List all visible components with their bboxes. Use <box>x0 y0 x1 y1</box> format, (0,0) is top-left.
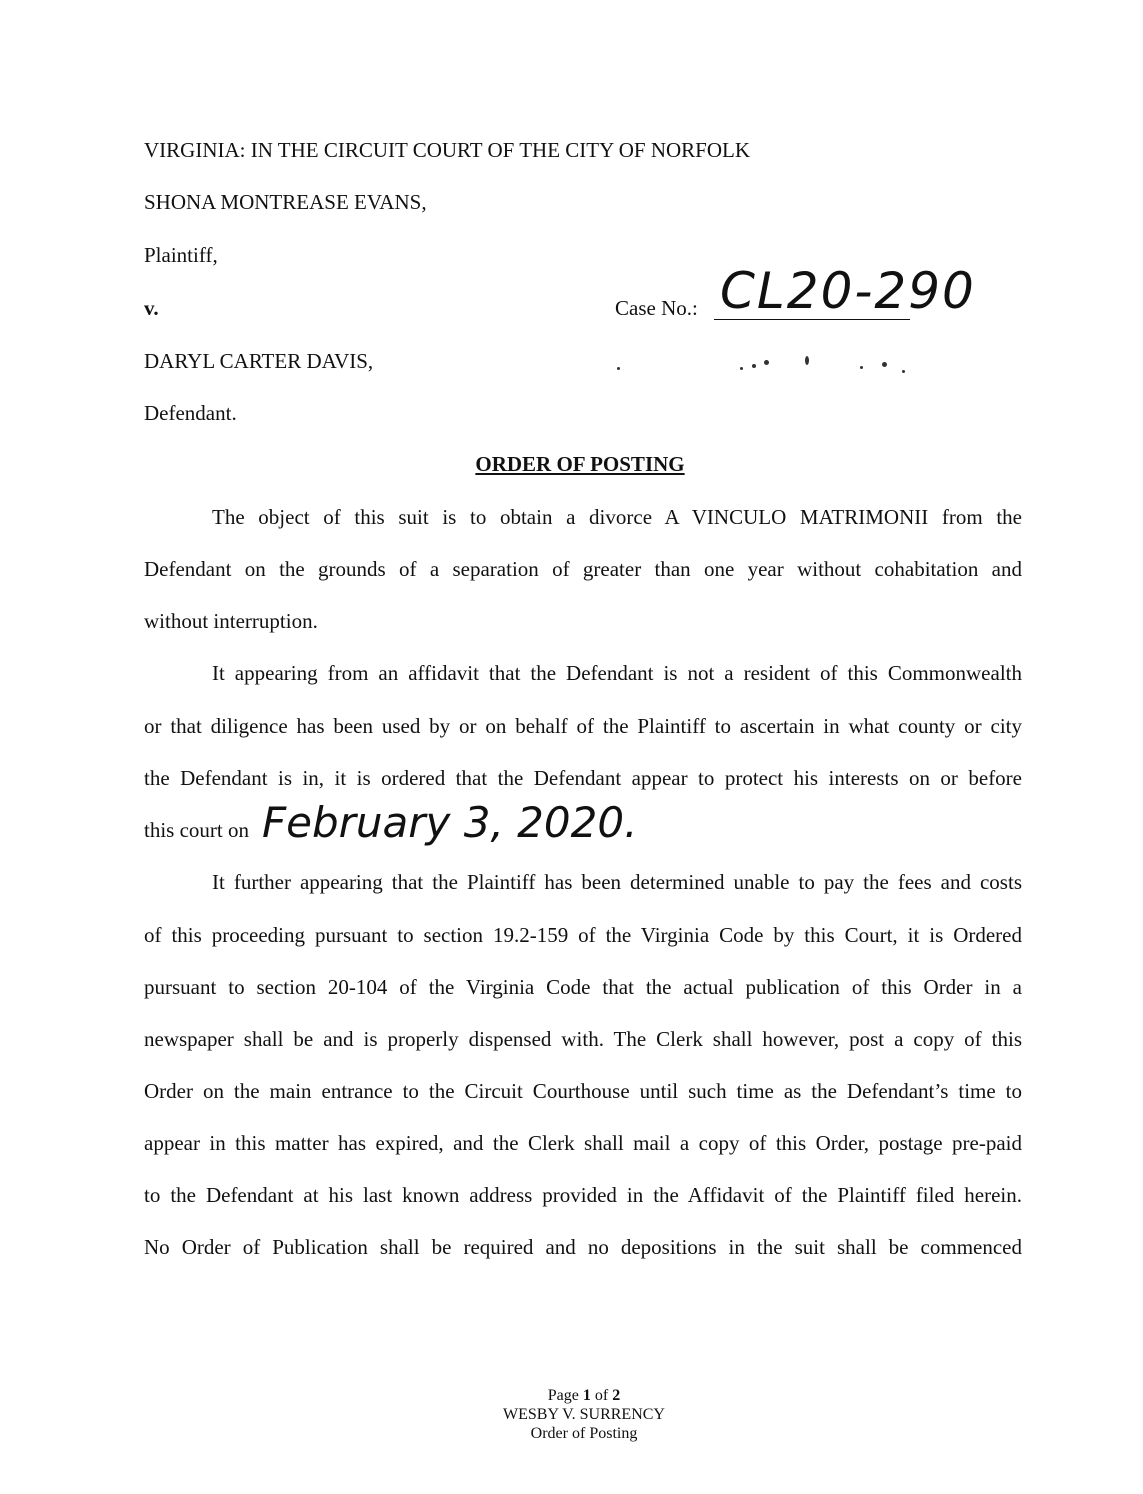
paragraph-line: pursuant to section 20-104 of the Virginia Code that the actual publication of this Order in a <box>144 975 1022 999</box>
plaintiff-label: Plaintiff, <box>144 243 218 267</box>
scan-speck <box>860 366 863 369</box>
defendant-label: Defendant. <box>144 401 237 425</box>
paragraph-line: It appearing from an affidavit that the Defendant is not a resident of this Commonwealth <box>212 661 1022 685</box>
scan-speck <box>617 367 620 370</box>
case-number-label: Case No.: <box>615 296 698 320</box>
scan-speck <box>752 364 756 368</box>
scan-speck <box>882 362 887 367</box>
paragraph-line: newspaper shall be and is properly dispensed with. The Clerk shall however, post a copy of this <box>144 1027 1022 1051</box>
paragraph-line: Order on the main entrance to the Circuit Courthouse until such time as the Defendant’s time to <box>144 1079 1022 1103</box>
handwritten-date: February 3, 2020. <box>262 798 638 847</box>
scan-speck <box>902 370 905 373</box>
paragraph-line: Defendant on the grounds of a separation of greater than one year without cohabitation and <box>144 557 1022 581</box>
paragraph-line: to the Defendant at his last known address provided in the Affidavit of the Plaintiff filed herein. <box>144 1183 1022 1207</box>
case-number-handwritten: CL20-290 <box>720 262 976 320</box>
case-caption: WESBY V. SURRENCY <box>503 1406 665 1423</box>
plaintiff-name: SHONA MONTREASE EVANS, <box>144 190 427 214</box>
scan-speck <box>740 367 743 370</box>
document-title: ORDER OF POSTING <box>475 452 685 476</box>
paragraph-line: or that diligence has been used by or on behalf of the Plaintiff to ascertain in what county or city <box>144 714 1022 738</box>
paragraph-line: this court on <box>144 818 249 842</box>
paragraph-line: It further appearing that the Plaintiff has been determined unable to pay the fees and costs <box>212 870 1022 894</box>
page-number <box>0 1386 1143 1405</box>
scan-speck <box>764 360 769 365</box>
page-current: 1 <box>582 1387 591 1404</box>
paragraph-line: No Order of Publication shall be required and no depositions in the suit shall be commenced <box>144 1235 1022 1259</box>
paragraph-line: The object of this suit is to obtain a divorce A VINCULO MATRIMONII from the <box>212 505 1022 529</box>
page-of: of <box>590 1387 613 1404</box>
defendant-name: DARYL CARTER DAVIS, <box>144 349 374 373</box>
page-total: 2 <box>612 1387 621 1404</box>
scan-speck <box>805 356 809 365</box>
court-heading: VIRGINIA: IN THE CIRCUIT COURT OF THE CITY OF NORFOLK <box>144 138 751 162</box>
paragraph-line: appear in this matter has expired, and the Clerk shall mail a copy of this Order, postage pre-paid <box>144 1131 1022 1155</box>
page-prefix: Page <box>547 1387 583 1404</box>
paragraph-line: without interruption. <box>144 609 318 633</box>
document-name: Order of Posting <box>530 1425 638 1442</box>
paragraph-line: the Defendant is in, it is ordered that the Defendant appear to protect his interests on or before <box>144 766 1022 790</box>
versus-label: v. <box>144 296 159 320</box>
paragraph-line: of this proceeding pursuant to section 19.2-159 of the Virginia Code by this Court, it is Ordered <box>144 923 1022 947</box>
